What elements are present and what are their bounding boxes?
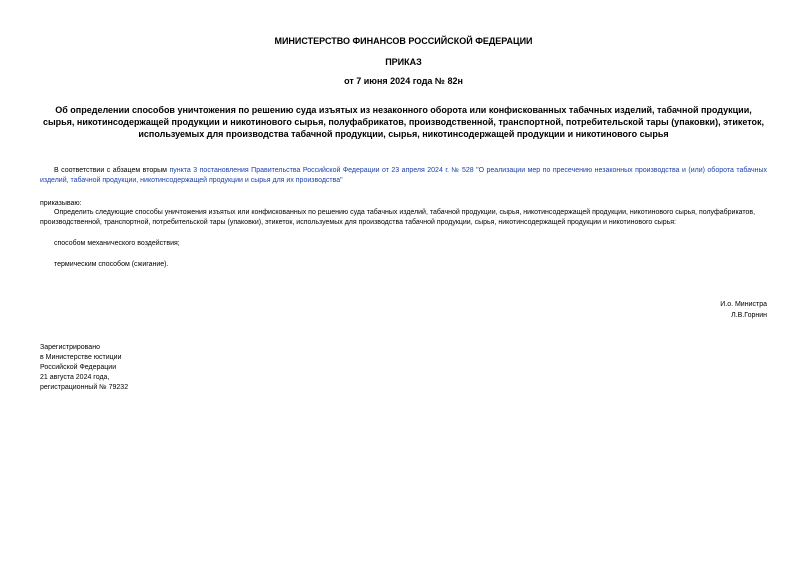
preamble-text: В соответствии с абзацем вторым — [54, 167, 170, 174]
order-word: приказываю: — [40, 200, 82, 207]
document-type: ПРИКАЗ — [385, 57, 422, 67]
registration-block — [40, 343, 240, 393]
destruction-method-2: термическим способом (сжигание). — [54, 261, 169, 268]
registration-line: регистрационный № 79232 — [40, 384, 129, 391]
order-main-text: Определить следующие способы уничтожения изъятых или конфискованных по решению суда табачных изделий, табачной продукции, сырья, никотинсодержащей продукции, никотинового сырья, полуфабрикатов, производственной, транспортной, потребительской тары (упаковки), этикеток, используемых для производства табачной продукции, сырья, никотинсодержащей продукции и никотинового сырья: — [40, 209, 756, 226]
signatory-name: Л.В.Горнин — [731, 312, 767, 319]
ministry-heading: МИНИСТЕРСТВО ФИНАНСОВ РОССИЙСКОЙ ФЕДЕРАЦИИ — [274, 36, 533, 46]
registration-line: в Министерстве юстиции — [40, 354, 122, 361]
preamble-paragraph — [40, 166, 767, 186]
document-date: от 7 июня 2024 года № 82н — [344, 76, 463, 86]
document-title: Об определении способов уничтожения по решению суда изъятых из незаконного оборота или конфискованных табачных изделий, табачной продукции, сырья, никотинсодержащей продукции и никотинового сырья, полуфабрикатов, производственной, транспортной, потребительской тары (упаковки), этикеток, используемых для производства табачной продукции, сырья, никотинсодержащей продукции и никотинового сырья — [42, 105, 765, 139]
registration-line: 21 августа 2024 года, — [40, 374, 110, 381]
registration-line: Зарегистрировано — [40, 344, 100, 351]
legal-reference-link[interactable]: пункта 3 постановления Правительства Российской Федерации от 23 апреля 2024 г. № 528 "О реализации мер по пресечению незаконных производства и (или) оборота табачных изделий, табачной продукции, никотинсодержащей продукции и сырья для их производства" — [40, 167, 767, 184]
registration-line: Российской Федерации — [40, 364, 117, 371]
destruction-method-1: способом механического воздействия; — [54, 240, 180, 247]
order-paragraph — [40, 208, 767, 228]
signatory-title: И.о. Министра — [720, 301, 767, 308]
